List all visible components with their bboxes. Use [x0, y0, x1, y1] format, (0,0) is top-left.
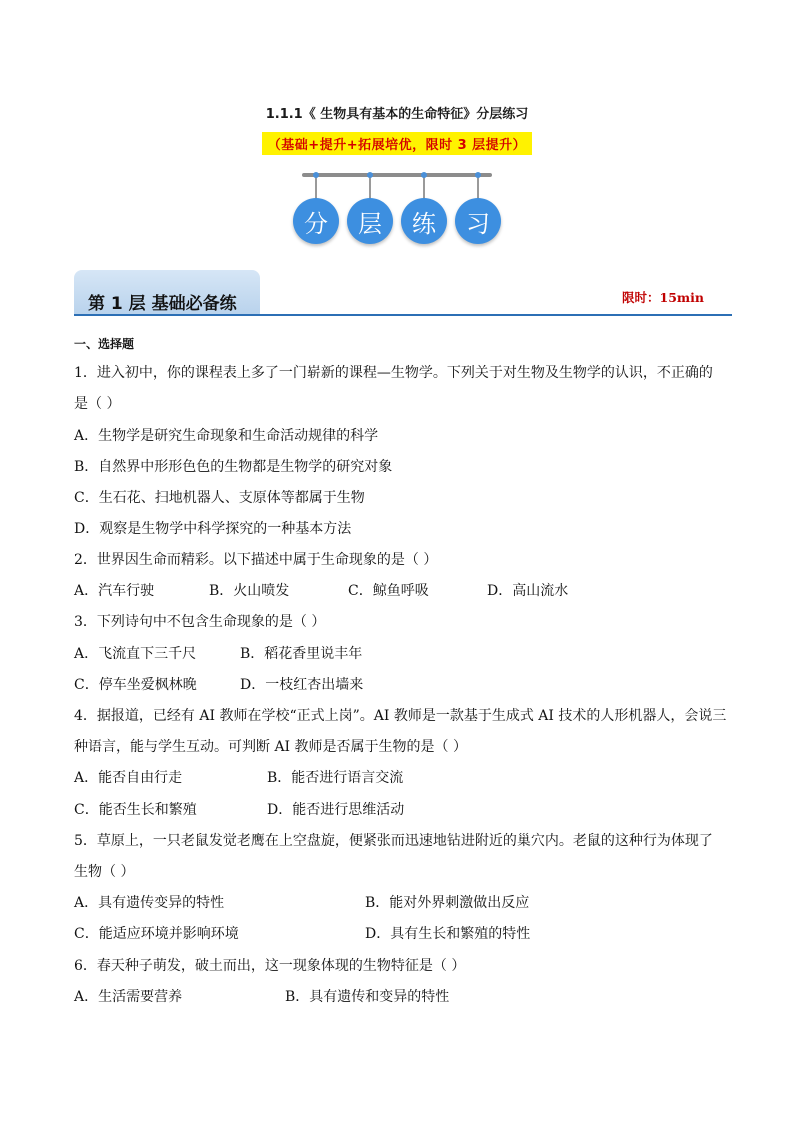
question-3-option-c: C．停车坐爱枫林晚 [74, 677, 197, 693]
question-2-option-d: D．高山流水 [487, 583, 569, 599]
question-4-option-a: A．能否自由行走 [74, 770, 183, 786]
badge-peg [315, 177, 317, 199]
badge-peg [369, 177, 371, 199]
question-3-line-1: 3．下列诗句中不包含生命现象的是（ ） [74, 614, 326, 630]
section-heading: 一、选择题 [74, 337, 135, 351]
question-1-option-b: B．自然界中形形色色的生物都是生物学的研究对象 [74, 459, 393, 475]
question-2-option-c: C．鲸鱼呼吸 [348, 583, 429, 599]
question-5-line-1: 5．草原上，一只老鼠发觉老鹰在上空盘旋，便紧张而迅速地钻进附近的巢穴内。老鼠的这种行为体现了 [74, 833, 713, 849]
question-1-option-c: C．生石花、扫地机器人、支原体等都属于生物 [74, 490, 365, 506]
question-1-line-2: 是（ ） [74, 396, 121, 412]
time-limit: 限时：15min [622, 290, 704, 305]
badge-circle-lian: 练 [401, 198, 447, 244]
badge-peg-dot [475, 172, 481, 178]
badge-circle-fen: 分 [293, 198, 339, 244]
badge-peg-dot [367, 172, 373, 178]
badge-peg [423, 177, 425, 199]
question-4-line-2: 种语言，能与学生互动。可判断 AI 教师是否属于生物的是（ ） [74, 739, 467, 755]
question-6-option-a: A．生活需要营养 [74, 989, 183, 1005]
document-title: 1.1.1《 生物具有基本的生命特征》分层练习 [265, 107, 529, 122]
badge-rail [302, 173, 492, 177]
badge-peg [477, 177, 479, 199]
question-1-option-a: A．生物学是研究生命现象和生命活动规律的科学 [74, 428, 379, 444]
question-3-option-a: A．飞流直下三千尺 [74, 646, 197, 662]
question-6-line-1: 6．春天种子萌发，破土而出，这一现象体现的生物特征是（ ） [74, 958, 466, 974]
question-5-option-d: D．具有生长和繁殖的特性 [365, 926, 531, 942]
question-5-option-b: B．能对外界刺激做出反应 [365, 895, 530, 911]
badge-peg-dot [421, 172, 427, 178]
question-1-line-1: 1．进入初中，你的课程表上多了一门崭新的课程—生物学。下列关于对生物及生物学的认识，不正确的 [74, 365, 713, 381]
level-title: 第 1 层 基础必备练 [88, 294, 237, 314]
question-5-option-a: A．具有遗传变异的特性 [74, 895, 225, 911]
question-4-option-d: D．能否进行思维活动 [267, 802, 405, 818]
question-2-line-1: 2．世界因生命而精彩。以下描述中属于生命现象的是（ ） [74, 552, 438, 568]
document-subtitle: （基础+提升+拓展培优，限时 3 层提升） [262, 132, 532, 155]
subtitle-container [0, 132, 794, 155]
question-4-line-1: 4．据报道，已经有 AI 教师在学校“正式上岗”。AI 教师是一款基于生成式 AI 技术的人形机器人，会说三 [74, 708, 727, 724]
question-2-option-b: B．火山喷发 [209, 583, 290, 599]
question-3-option-b: B．稻花香里说丰年 [240, 646, 363, 662]
badge-circle-xi: 习 [455, 198, 501, 244]
badge-circle-ceng: 层 [347, 198, 393, 244]
question-4-option-b: B．能否进行语言交流 [267, 770, 404, 786]
question-4-option-c: C．能否生长和繁殖 [74, 802, 197, 818]
question-5-line-2: 生物（ ） [74, 864, 135, 880]
question-2-option-a: A．汽车行驶 [74, 583, 155, 599]
level-divider [74, 314, 732, 316]
question-5-option-c: C．能适应环境并影响环境 [74, 926, 239, 942]
question-6-option-b: B．具有遗传和变异的特性 [285, 989, 450, 1005]
question-3-option-d: D．一枝红杏出墙来 [240, 677, 364, 693]
badge-peg-dot [313, 172, 319, 178]
question-1-option-d: D．观察是生物学中科学探究的一种基本方法 [74, 521, 352, 537]
